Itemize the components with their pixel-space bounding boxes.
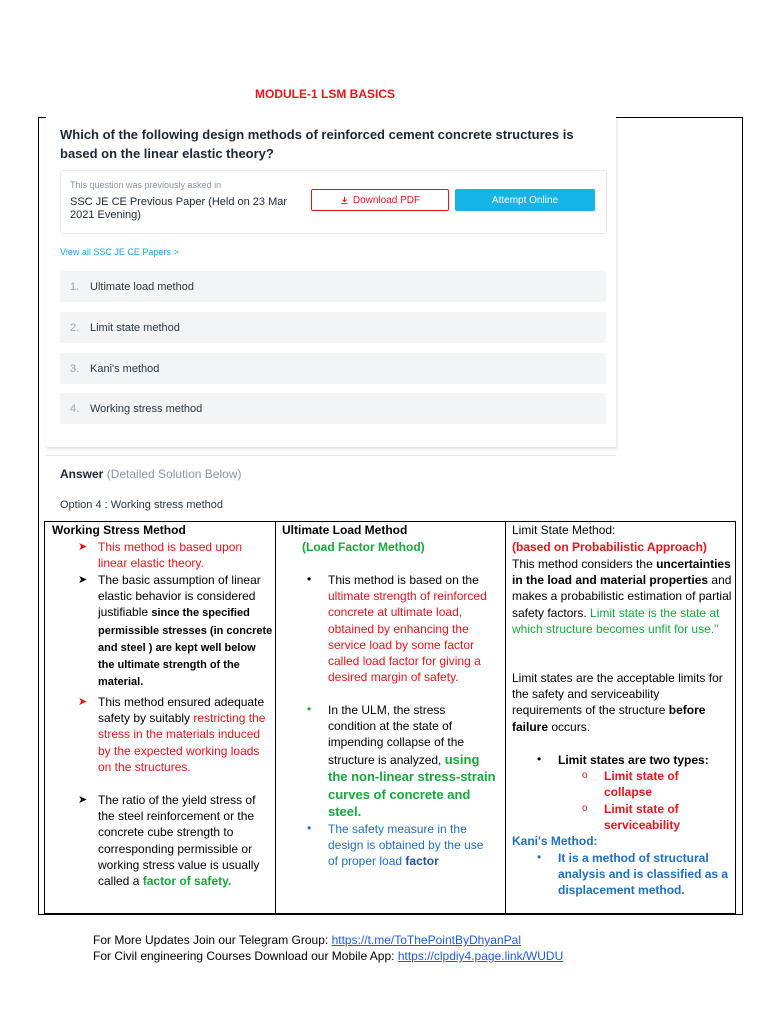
wsm-point-4-emphasis: factor of safety. [142,874,232,889]
lsm-paragraph-2 [512,670,732,735]
answer-divider [46,455,616,456]
option-4[interactable] [60,393,606,424]
previous-paper-name: SSC JE CE Previous Paper (Held on 23 Mar 2021 Evening) [70,196,288,221]
lsm-paragraph-1 [512,556,732,637]
frame-border-bottom [38,914,743,915]
ulm-bullet-1 [328,572,496,685]
option-3[interactable] [60,353,606,384]
lsm-p1-emphasis: uncertainties in the load and material properties [512,557,731,588]
wsm-header: Working Stress Method [52,523,186,537]
option-label: Limit state method [90,321,180,334]
download-pdf-label: Download PDF [352,194,421,206]
kani-header: Kani's Method: [512,834,598,848]
download-pdf-button[interactable] [311,189,449,211]
ulm-bullet-2 [328,702,496,821]
module-title: MODULE-1 LSM BASICS [254,87,395,101]
lsm-types-label: Limit states are two types: [558,753,709,767]
wsm-point-1: This method is based upon linear elastic theory. [98,540,243,571]
lsm-type-serviceability: Limit state of serviceability [604,802,681,833]
circle-bullet-icon: o [582,770,588,781]
lsm-subheader: (based on Probabilistic Approach) [512,540,707,554]
option-label: Kani's method [90,362,160,375]
bullet-icon: • [307,572,312,586]
bullet-icon: • [537,850,542,864]
option-label: Ultimate load method [90,280,194,293]
lsm-p2-emphasis: before failure [512,703,706,734]
ulm-bullet-3 [328,821,496,870]
wsm-point-2-text: The basic assumption of linear elastic behavior is considered justifiable [98,573,261,620]
option-1[interactable] [60,271,606,302]
kani-text: It is a method of structural analysis and is classified as a displacement method. [558,851,729,898]
ulm-bullet-3-text: The safety measure in the design is obtained by the use of proper load [328,822,484,869]
column-divider [275,521,276,914]
option-number: 3. [70,362,80,375]
answer-label: Answer [60,467,104,481]
footer-app-text: For Civil engineering Courses Download our Mobile App: [93,949,395,963]
wsm-point-4-text: The ratio of the yield stress of the steel reinforcement or the concrete cube strength to corresponding permissible or working stress value is usually called a [98,793,260,889]
wsm-point-3-text: This method ensured adequate safety by suitably [98,695,265,726]
answer-option: Option 4 : Working stress method [60,499,224,511]
ulm-subheader: (Load Factor Method) [302,540,425,554]
footer-app [93,949,563,963]
wsm-point-2 [98,572,274,690]
view-all-papers-link[interactable]: View all SSC JE CE Papers > [60,247,179,257]
previously-asked-label: This question was previously asked in [70,180,222,190]
circle-bullet-icon: o [582,803,588,814]
lsm-p1-text: This method considers the [512,557,653,571]
lsm-type-collapse: Limit state of collapse [604,769,679,800]
ulm-bullet-1-emphasis: ultimate strength of reinforced concrete at ultimate load, obtained by enhancing the service load by some factor called load factor for giving a desired margin of safety. [328,589,487,685]
bullet-icon: • [537,752,542,766]
footer-telegram-text: For More Updates Join our Telegram Group: [93,933,329,947]
frame-border-right [742,117,743,914]
telegram-link[interactable]: https://t.me/ToThePointByDhyanPal [331,933,521,947]
ulm-header: Ultimate Load Method [282,523,408,537]
lsm-p2-text-2: occurs. [551,719,591,734]
arrow-bullet-icon: ➤ [78,574,88,586]
ulm-bullet-2-emphasis: using the non-linear stress-strain curves of concrete and steel. [328,751,496,820]
attempt-online-button[interactable]: Attempt Online [455,189,595,211]
lsm-p1-text-2: and makes a probabilistic estimation of partial safety factors. [512,573,732,620]
answer-heading [60,467,241,481]
option-2[interactable] [60,312,606,343]
wsm-point-3 [98,694,270,775]
option-number: 1. [70,280,80,293]
download-icon [340,196,349,205]
frame-border-top [38,117,46,118]
frame-border-left [38,117,39,914]
question-text: Which of the following design methods of reinforced cement concrete structures is based on the linear elastic theory? [60,127,574,161]
option-number: 4. [70,402,80,415]
column-divider [505,521,506,914]
ulm-bullet-2-text: In the ULM, the stress condition at the state of impending collapse of the structure is analyzed, [328,703,465,767]
frame-border-top [616,117,743,118]
wsm-point-3-emphasis: restricting the stress in the materials induced by the expected working loads on the structures. [98,711,266,774]
wsm-point-4 [98,792,270,889]
arrow-bullet-icon: ➤ [78,794,88,806]
arrow-bullet-icon: ➤ [78,541,88,553]
lsm-p1-definition: Limit state is the state at which structure becomes unfit for use." [512,605,720,636]
app-link[interactable]: https://clpdiy4.page.link/WUDU [397,949,564,963]
ulm-bullet-3-emphasis: factor [405,854,439,869]
lsm-p2-text: Limit states are the acceptable limits for the safety and serviceability requirements of the structure [512,671,723,718]
footer-telegram [93,933,521,947]
option-number: 2. [70,321,80,334]
bullet-icon: • [307,702,312,716]
arrow-bullet-icon: ➤ [78,696,88,708]
answer-sub-label: (Detailed Solution Below) [106,467,242,481]
option-label: Working stress method [90,402,203,415]
bullet-icon: • [307,821,312,835]
lsm-header: Limit State Method: [512,523,616,537]
wsm-point-2-emphasis: since the specified permissible stresses (in concrete and steel ) are kept well below the ultimate strength of the material. [98,607,273,689]
ulm-bullet-1-text: This method is based on the [328,573,479,587]
